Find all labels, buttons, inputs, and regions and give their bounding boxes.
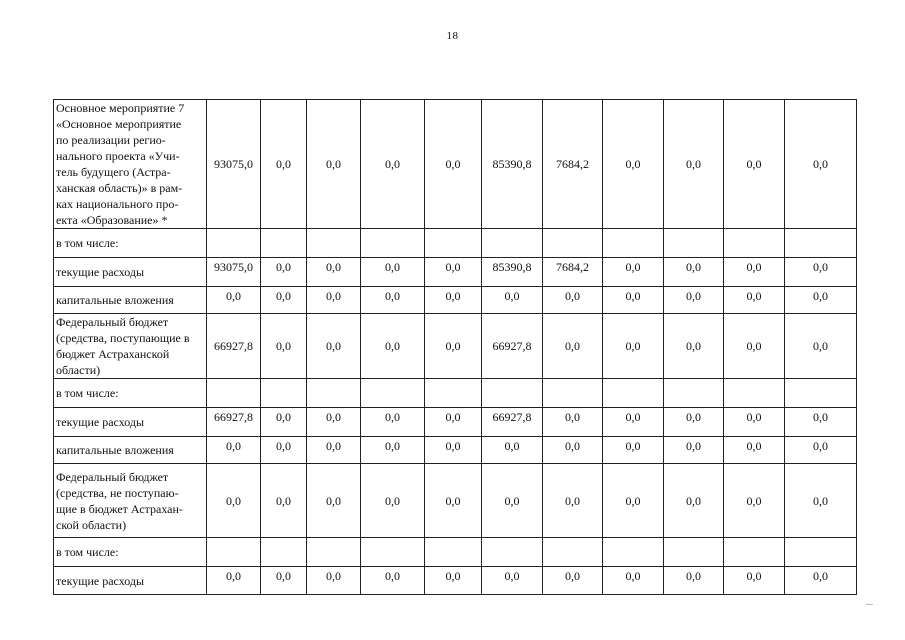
table-row (54, 314, 857, 379)
value-cell (261, 229, 307, 258)
row-label (54, 567, 207, 595)
row-label-line: ской области) (56, 517, 127, 532)
value-cell: 0,0 (543, 464, 603, 538)
value-cell: 0,0 (724, 567, 785, 595)
table-row (54, 408, 857, 437)
row-label (54, 538, 207, 567)
value-cell: 0,0 (724, 100, 785, 229)
value-cell: 0,0 (664, 287, 724, 314)
value-cell (207, 538, 261, 567)
value-cell (724, 229, 785, 258)
value-cell: 0,0 (543, 314, 603, 379)
row-label (54, 258, 207, 287)
page-number: 18 (446, 30, 459, 42)
value-cell: 0,0 (543, 437, 603, 464)
value-cell: 0,0 (261, 567, 307, 595)
value-cell: 0,0 (425, 437, 482, 464)
value-cell: 0,0 (307, 314, 361, 379)
value-cell: 0,0 (361, 258, 425, 287)
value-cell: 0,0 (785, 100, 857, 229)
row-label-line: тель будущего (Астра- (56, 165, 171, 179)
value-cell: 0,0 (425, 408, 482, 437)
value-cell: 0,0 (261, 258, 307, 287)
row-label-line: по реализации регио- (56, 133, 166, 147)
value-cell: 0,0 (361, 437, 425, 464)
value-cell: 0,0 (307, 258, 361, 287)
value-cell (543, 538, 603, 567)
value-cell: 0,0 (425, 567, 482, 595)
row-label-line: екта «Образование» * (56, 213, 168, 227)
row-label-line: Основное мероприятие 7 (56, 101, 185, 115)
value-cell: 0,0 (425, 258, 482, 287)
row-label-line: нального проекта «Учи- (56, 149, 180, 163)
row-label-line: в том числе: (56, 236, 119, 250)
value-cell: 0,0 (664, 258, 724, 287)
value-cell: 0,0 (724, 437, 785, 464)
value-cell: 0,0 (207, 287, 261, 314)
row-label (54, 314, 207, 379)
value-cell: 0,0 (785, 314, 857, 379)
value-cell: 0,0 (482, 464, 543, 538)
value-cell: 0,0 (603, 464, 664, 538)
value-cell (482, 229, 543, 258)
value-cell (543, 379, 603, 408)
row-label (54, 464, 207, 538)
value-cell: 66927,8 (482, 408, 543, 437)
value-cell (425, 229, 482, 258)
value-cell (425, 538, 482, 567)
table-row (54, 437, 857, 464)
value-cell: 0,0 (361, 567, 425, 595)
value-cell: 0,0 (361, 314, 425, 379)
value-cell: 85390,8 (482, 100, 543, 229)
value-cell: 0,0 (724, 408, 785, 437)
row-label-line: области) (56, 363, 101, 377)
value-cell: 0,0 (482, 437, 543, 464)
value-cell: 0,0 (724, 258, 785, 287)
row-label-line: в том числе: (56, 386, 119, 400)
table-row (54, 258, 857, 287)
value-cell (664, 229, 724, 258)
scan-mark (866, 604, 873, 605)
value-cell: 0,0 (207, 437, 261, 464)
value-cell: 66927,8 (207, 314, 261, 379)
value-cell (207, 379, 261, 408)
row-label-line: капитальные вложения (56, 293, 174, 307)
value-cell: 0,0 (664, 464, 724, 538)
value-cell: 0,0 (724, 314, 785, 379)
value-cell: 0,0 (261, 437, 307, 464)
value-cell: 0,0 (482, 567, 543, 595)
value-cell: 0,0 (307, 437, 361, 464)
row-label (54, 437, 207, 464)
value-cell: 0,0 (785, 567, 857, 595)
value-cell (361, 379, 425, 408)
value-cell: 7684,2 (543, 100, 603, 229)
value-cell: 0,0 (261, 314, 307, 379)
value-cell (785, 538, 857, 567)
value-cell (664, 379, 724, 408)
value-cell (603, 379, 664, 408)
value-cell: 0,0 (261, 100, 307, 229)
value-cell: 66927,8 (482, 314, 543, 379)
value-cell (261, 379, 307, 408)
value-cell: 0,0 (603, 408, 664, 437)
value-cell: 0,0 (785, 437, 857, 464)
budget-table (53, 99, 857, 595)
value-cell (785, 229, 857, 258)
value-cell: 0,0 (307, 408, 361, 437)
value-cell: 0,0 (361, 464, 425, 538)
row-label-line: (средства, поступающие в (56, 331, 190, 345)
value-cell: 0,0 (664, 314, 724, 379)
value-cell (261, 538, 307, 567)
row-label-line: капитальные вложения (56, 443, 174, 457)
value-cell: 0,0 (603, 287, 664, 314)
value-cell: 0,0 (307, 464, 361, 538)
value-cell: 0,0 (664, 100, 724, 229)
row-label (54, 408, 207, 437)
table-body (54, 100, 857, 595)
value-cell: 0,0 (785, 287, 857, 314)
value-cell: 85390,8 (482, 258, 543, 287)
value-cell: 0,0 (482, 287, 543, 314)
value-cell: 93075,0 (207, 258, 261, 287)
value-cell: 66927,8 (207, 408, 261, 437)
value-cell: 0,0 (664, 437, 724, 464)
value-cell (482, 538, 543, 567)
value-cell: 93075,0 (207, 100, 261, 229)
value-cell: 0,0 (307, 100, 361, 229)
value-cell: 0,0 (425, 287, 482, 314)
value-cell: 0,0 (307, 287, 361, 314)
value-cell (207, 229, 261, 258)
value-cell: 0,0 (664, 567, 724, 595)
value-cell: 0,0 (603, 567, 664, 595)
value-cell: 0,0 (603, 314, 664, 379)
value-cell: 0,0 (543, 408, 603, 437)
value-cell: 0,0 (603, 258, 664, 287)
row-label-line: Федеральный бюджет (56, 315, 169, 329)
table-row (54, 379, 857, 408)
value-cell: 0,0 (425, 100, 482, 229)
row-label-line: ках национального про- (56, 197, 179, 211)
value-cell (724, 379, 785, 408)
value-cell (361, 538, 425, 567)
value-cell: 0,0 (261, 464, 307, 538)
row-label-line: Федеральный бюджет (56, 469, 169, 484)
row-label-line: ханская область)» в рам- (56, 181, 183, 195)
table-row (54, 229, 857, 258)
value-cell: 0,0 (603, 437, 664, 464)
table-row (54, 567, 857, 595)
value-cell: 0,0 (785, 408, 857, 437)
value-cell: 7684,2 (543, 258, 603, 287)
value-cell: 0,0 (207, 464, 261, 538)
value-cell (724, 538, 785, 567)
value-cell (307, 379, 361, 408)
row-label-line: бюджет Астраханской (56, 347, 170, 361)
value-cell: 0,0 (307, 567, 361, 595)
row-label-line: текущие расходы (56, 265, 145, 279)
value-cell (307, 229, 361, 258)
row-label (54, 379, 207, 408)
value-cell: 0,0 (425, 314, 482, 379)
value-cell (664, 538, 724, 567)
value-cell: 0,0 (664, 408, 724, 437)
value-cell: 0,0 (785, 258, 857, 287)
value-cell (425, 379, 482, 408)
table-row (54, 100, 857, 229)
row-label-line: (средства, не поступаю- (56, 485, 179, 500)
value-cell (482, 379, 543, 408)
value-cell: 0,0 (207, 567, 261, 595)
value-cell: 0,0 (361, 100, 425, 229)
value-cell: 0,0 (724, 287, 785, 314)
row-label-line: текущие расходы (56, 415, 145, 429)
row-label-line: текущие расходы (56, 573, 145, 588)
value-cell (785, 379, 857, 408)
table-row (54, 287, 857, 314)
row-label-line: «Основное мероприятие (56, 117, 182, 131)
row-label-line: в том числе: (56, 545, 119, 559)
value-cell: 0,0 (361, 287, 425, 314)
value-cell: 0,0 (724, 464, 785, 538)
row-label-line: щие в бюджет Астрахан- (56, 501, 183, 516)
value-cell: 0,0 (785, 464, 857, 538)
value-cell: 0,0 (261, 408, 307, 437)
row-label (54, 100, 207, 229)
value-cell (603, 538, 664, 567)
value-cell: 0,0 (603, 100, 664, 229)
value-cell: 0,0 (361, 408, 425, 437)
value-cell: 0,0 (261, 287, 307, 314)
row-label (54, 229, 207, 258)
value-cell: 0,0 (543, 567, 603, 595)
row-label (54, 287, 207, 314)
table-row (54, 464, 857, 538)
value-cell (361, 229, 425, 258)
table-row (54, 538, 857, 567)
value-cell: 0,0 (543, 287, 603, 314)
value-cell (603, 229, 664, 258)
value-cell: 0,0 (425, 464, 482, 538)
value-cell (307, 538, 361, 567)
value-cell (543, 229, 603, 258)
